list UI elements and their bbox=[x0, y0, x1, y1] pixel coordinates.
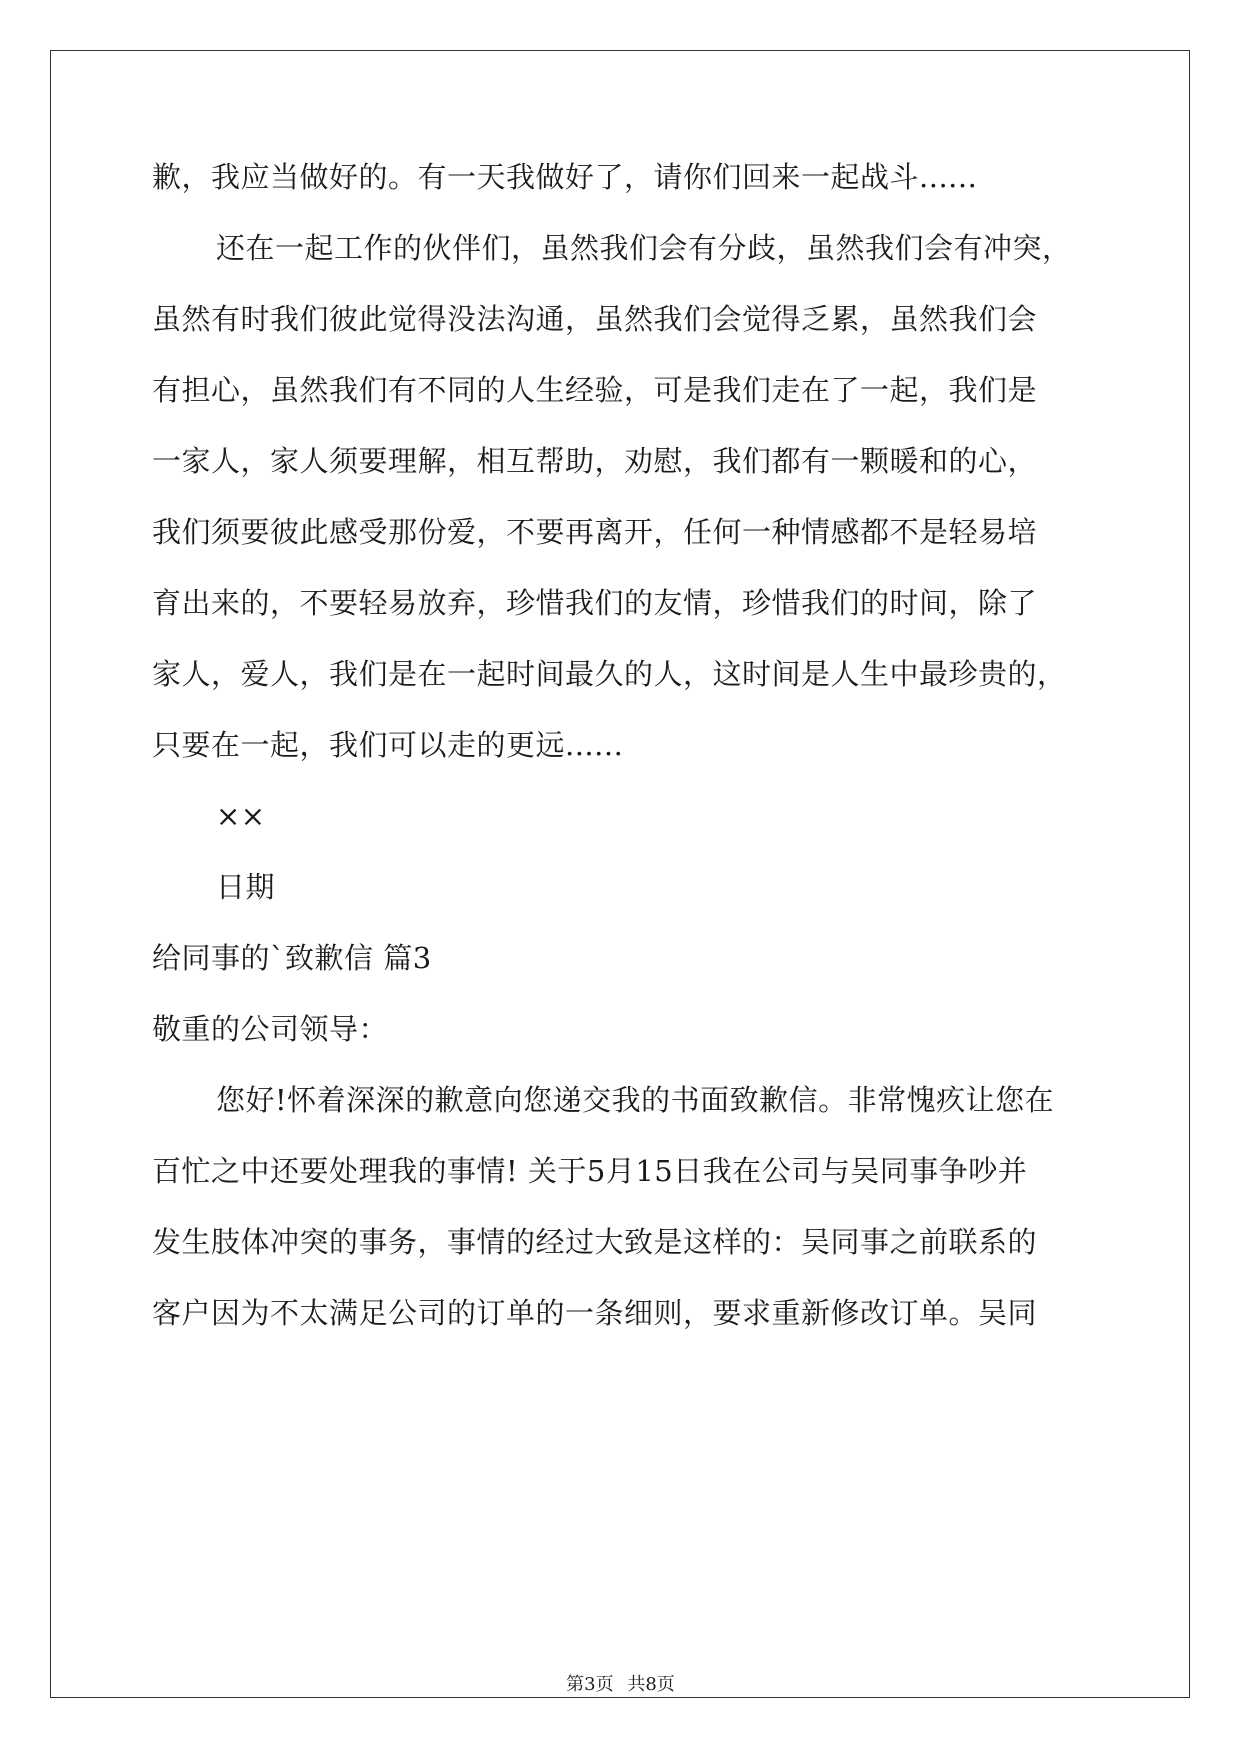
text-line: 歉，我应当做好的。有一天我做好了，请你们回来一起战斗...... bbox=[152, 160, 978, 194]
page-footer bbox=[0, 1673, 1241, 1697]
signature-name: ×× bbox=[216, 799, 266, 833]
text-line: 有担心，虽然我们有不同的人生经验，可是我们走在了一起，我们是 bbox=[152, 373, 1038, 407]
text-line: 发生肢体冲突的事务，事情的经过大致是这样的：吴同事之前联系的 bbox=[152, 1225, 1038, 1259]
text-line: 育出来的，不要轻易放弃，珍惜我们的友情，珍惜我们的时间，除了 bbox=[152, 586, 1038, 620]
paragraph-start-line: 您好!怀着深深的歉意向您递交我的书面致歉信。非常愧疚让您在 bbox=[216, 1083, 1055, 1117]
salutation: 敬重的公司领导： bbox=[152, 1012, 389, 1046]
page-number: 第3页 bbox=[566, 1674, 614, 1695]
text-line: 一家人，家人须要理解，相互帮助，劝慰，我们都有一颗暖和的心， bbox=[152, 444, 1038, 478]
text-line: 我们须要彼此感受那份爱，不要再离开，任何一种情感都不是轻易培 bbox=[152, 515, 1038, 549]
text-line: 家人，爱人，我们是在一起时间最久的人，这时间是人生中最珍贵的， bbox=[152, 657, 1067, 691]
text-line: 百忙之中还要处理我的事情! 关于5月15日我在公司与吴同事争吵并 bbox=[152, 1154, 1028, 1188]
signature-date: 日期 bbox=[216, 870, 276, 904]
section-heading: 给同事的`致歉信 篇3 bbox=[152, 941, 432, 975]
text-line: 客户因为不太满足公司的订单的一条细则，要求重新修改订单。吴同 bbox=[152, 1296, 1038, 1330]
text-line: 虽然有时我们彼此觉得没法沟通，虽然我们会觉得乏累，虽然我们会 bbox=[152, 302, 1038, 336]
paragraph-start-line: 还在一起工作的伙伴们，虽然我们会有分歧，虽然我们会有冲突， bbox=[216, 231, 1072, 265]
text-line: 只要在一起，我们可以走的更远...... bbox=[152, 728, 624, 762]
page-total: 共8页 bbox=[627, 1674, 675, 1695]
